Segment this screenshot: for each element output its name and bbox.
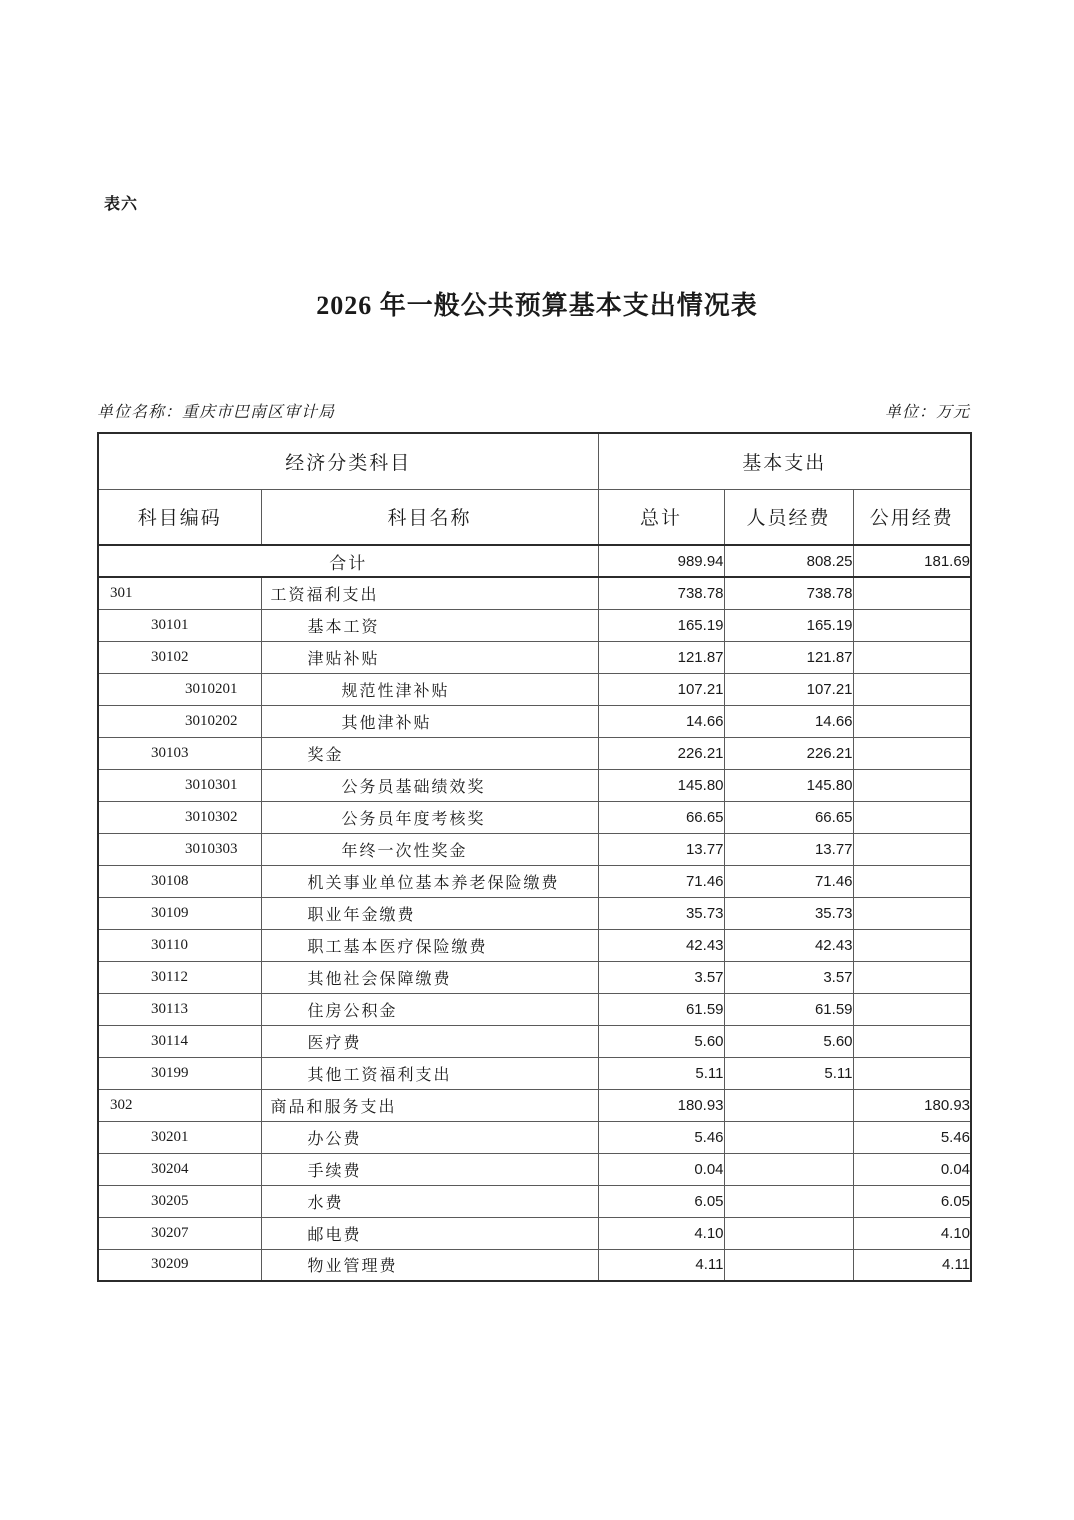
header-basic-expenditure: 基本支出 — [598, 433, 971, 489]
value-cell-total: 13.77 — [598, 833, 724, 865]
value-cell-public: 6.05 — [853, 1185, 971, 1217]
value-cell-public: 5.46 — [853, 1121, 971, 1153]
value-cell-personnel: 107.21 — [724, 673, 853, 705]
value-cell-public — [853, 641, 971, 673]
subject-code-cell: 30110 — [98, 929, 261, 961]
value-cell-total: 0.04 — [598, 1153, 724, 1185]
subject-code-cell: 30102 — [98, 641, 261, 673]
subject-code-cell: 30112 — [98, 961, 261, 993]
header-personnel-funds: 人员经费 — [724, 489, 853, 545]
subject-name-cell: 职工基本医疗保险缴费 — [261, 929, 598, 961]
subject-name-cell: 商品和服务支出 — [261, 1089, 598, 1121]
budget-table — [97, 432, 972, 1282]
page-title: 2026 年一般公共预算基本支出情况表 — [316, 291, 758, 320]
subject-name-cell: 奖金 — [261, 737, 598, 769]
subject-name-cell: 职业年金缴费 — [261, 897, 598, 929]
value-cell-total: 145.80 — [598, 769, 724, 801]
value-cell-total: 14.66 — [598, 705, 724, 737]
table-body — [98, 545, 971, 1281]
value-cell-personnel: 61.59 — [724, 993, 853, 1025]
subject-code-cell: 3010303 — [98, 833, 261, 865]
value-cell-public — [853, 705, 971, 737]
header-economic-classification: 经济分类科目 — [98, 433, 598, 489]
subject-code-cell: 30207 — [98, 1217, 261, 1249]
table-row — [98, 801, 971, 833]
table-row — [98, 1249, 971, 1281]
value-cell-personnel: 165.19 — [724, 609, 853, 641]
subject-name-cell: 公务员基础绩效奖 — [261, 769, 598, 801]
subject-code-cell: 302 — [98, 1089, 261, 1121]
value-cell-public — [853, 673, 971, 705]
row-total-label: 合计 — [98, 545, 598, 577]
value-cell-public — [853, 993, 971, 1025]
table-row — [98, 641, 971, 673]
value-cell-public — [853, 865, 971, 897]
header-columns-row — [98, 489, 971, 545]
table-row — [98, 1185, 971, 1217]
subject-code-cell: 30199 — [98, 1057, 261, 1089]
table-row — [98, 737, 971, 769]
value-cell-total: 989.94 — [598, 545, 724, 577]
value-cell-total: 107.21 — [598, 673, 724, 705]
table-row — [98, 1089, 971, 1121]
subject-code-cell: 30205 — [98, 1185, 261, 1217]
subject-code-cell: 3010301 — [98, 769, 261, 801]
subject-name-cell: 邮电费 — [261, 1217, 598, 1249]
value-cell-public — [853, 801, 971, 833]
value-cell-public: 180.93 — [853, 1089, 971, 1121]
header-public-funds: 公用经费 — [853, 489, 971, 545]
subject-code-cell: 3010201 — [98, 673, 261, 705]
value-cell-public: 4.11 — [853, 1249, 971, 1281]
subject-code-cell: 30204 — [98, 1153, 261, 1185]
value-cell-personnel — [724, 1185, 853, 1217]
meta-row — [97, 399, 970, 422]
subject-name-cell: 其他社会保障缴费 — [261, 961, 598, 993]
subject-code-cell: 30109 — [98, 897, 261, 929]
table-row — [98, 1121, 971, 1153]
value-cell-personnel: 42.43 — [724, 929, 853, 961]
table-row — [98, 961, 971, 993]
table-row — [98, 705, 971, 737]
value-cell-personnel — [724, 1153, 853, 1185]
value-cell-total: 5.60 — [598, 1025, 724, 1057]
value-cell-total: 180.93 — [598, 1089, 724, 1121]
value-cell-personnel: 71.46 — [724, 865, 853, 897]
header-subject-name: 科目名称 — [261, 489, 598, 545]
header-total: 总计 — [598, 489, 724, 545]
value-cell-personnel: 5.60 — [724, 1025, 853, 1057]
grand-total-row — [98, 545, 971, 577]
currency-unit-label: 单位：万元 — [884, 404, 970, 421]
value-cell-total: 4.11 — [598, 1249, 724, 1281]
value-cell-personnel: 121.87 — [724, 641, 853, 673]
value-cell-total: 42.43 — [598, 929, 724, 961]
value-cell-public — [853, 961, 971, 993]
value-cell-total: 165.19 — [598, 609, 724, 641]
subject-name-cell: 办公费 — [261, 1121, 598, 1153]
table-row — [98, 833, 971, 865]
value-cell-total: 4.10 — [598, 1217, 724, 1249]
value-cell-personnel — [724, 1249, 853, 1281]
value-cell-total: 738.78 — [598, 577, 724, 609]
value-cell-total: 5.11 — [598, 1057, 724, 1089]
value-cell-personnel: 14.66 — [724, 705, 853, 737]
subject-code-cell: 301 — [98, 577, 261, 609]
subject-name-cell: 水费 — [261, 1185, 598, 1217]
value-cell-public — [853, 769, 971, 801]
table-row — [98, 993, 971, 1025]
value-cell-total: 121.87 — [598, 641, 724, 673]
subject-name-cell: 物业管理费 — [261, 1249, 598, 1281]
value-cell-personnel: 145.80 — [724, 769, 853, 801]
table-row — [98, 1217, 971, 1249]
value-cell-public — [853, 577, 971, 609]
subject-name-cell: 工资福利支出 — [261, 577, 598, 609]
unit-name-label: 单位名称：重庆市巴南区审计局 — [97, 404, 336, 421]
table-row — [98, 929, 971, 961]
subject-name-cell: 其他工资福利支出 — [261, 1057, 598, 1089]
value-cell-total: 35.73 — [598, 897, 724, 929]
value-cell-personnel: 3.57 — [724, 961, 853, 993]
subject-name-cell: 年终一次性奖金 — [261, 833, 598, 865]
value-cell-total: 3.57 — [598, 961, 724, 993]
subject-code-cell: 30209 — [98, 1249, 261, 1281]
value-cell-total: 226.21 — [598, 737, 724, 769]
value-cell-personnel: 13.77 — [724, 833, 853, 865]
subject-name-cell: 住房公积金 — [261, 993, 598, 1025]
table-row — [98, 865, 971, 897]
value-cell-public — [853, 737, 971, 769]
value-cell-public: 4.10 — [853, 1217, 971, 1249]
table-row — [98, 1153, 971, 1185]
value-cell-total: 66.65 — [598, 801, 724, 833]
table-row — [98, 1025, 971, 1057]
value-cell-public — [853, 609, 971, 641]
subject-name-cell: 公务员年度考核奖 — [261, 801, 598, 833]
subject-name-cell: 其他津补贴 — [261, 705, 598, 737]
subject-name-cell: 津贴补贴 — [261, 641, 598, 673]
value-cell-personnel: 66.65 — [724, 801, 853, 833]
value-cell-personnel — [724, 1089, 853, 1121]
value-cell-personnel: 5.11 — [724, 1057, 853, 1089]
subject-name-cell: 规范性津补贴 — [261, 673, 598, 705]
subject-name-cell: 手续费 — [261, 1153, 598, 1185]
value-cell-public — [853, 1057, 971, 1089]
subject-name-cell: 基本工资 — [261, 609, 598, 641]
value-cell-public — [853, 897, 971, 929]
value-cell-public — [853, 833, 971, 865]
value-cell-public: 0.04 — [853, 1153, 971, 1185]
subject-code-cell: 30103 — [98, 737, 261, 769]
subject-name-cell: 机关事业单位基本养老保险缴费 — [261, 865, 598, 897]
table-row — [98, 1057, 971, 1089]
subject-code-cell: 30113 — [98, 993, 261, 1025]
table-row — [98, 673, 971, 705]
value-cell-personnel: 738.78 — [724, 577, 853, 609]
subject-code-cell: 30101 — [98, 609, 261, 641]
value-cell-personnel: 808.25 — [724, 545, 853, 577]
header-subject-code: 科目编码 — [98, 489, 261, 545]
subject-name-cell: 医疗费 — [261, 1025, 598, 1057]
subject-code-cell: 30201 — [98, 1121, 261, 1153]
table-row — [98, 769, 971, 801]
value-cell-personnel: 35.73 — [724, 897, 853, 929]
table-row — [98, 609, 971, 641]
value-cell-personnel — [724, 1121, 853, 1153]
value-cell-total: 61.59 — [598, 993, 724, 1025]
header-group-row — [98, 433, 971, 489]
value-cell-personnel: 226.21 — [724, 737, 853, 769]
subject-code-cell: 3010202 — [98, 705, 261, 737]
subject-code-cell: 3010302 — [98, 801, 261, 833]
value-cell-public: 181.69 — [853, 545, 971, 577]
value-cell-total: 71.46 — [598, 865, 724, 897]
value-cell-total: 6.05 — [598, 1185, 724, 1217]
table-row — [98, 897, 971, 929]
table-row — [98, 577, 971, 609]
value-cell-personnel — [724, 1217, 853, 1249]
sheet-label: 表六 — [104, 196, 139, 213]
value-cell-public — [853, 929, 971, 961]
subject-code-cell: 30108 — [98, 865, 261, 897]
subject-code-cell: 30114 — [98, 1025, 261, 1057]
value-cell-public — [853, 1025, 971, 1057]
value-cell-total: 5.46 — [598, 1121, 724, 1153]
